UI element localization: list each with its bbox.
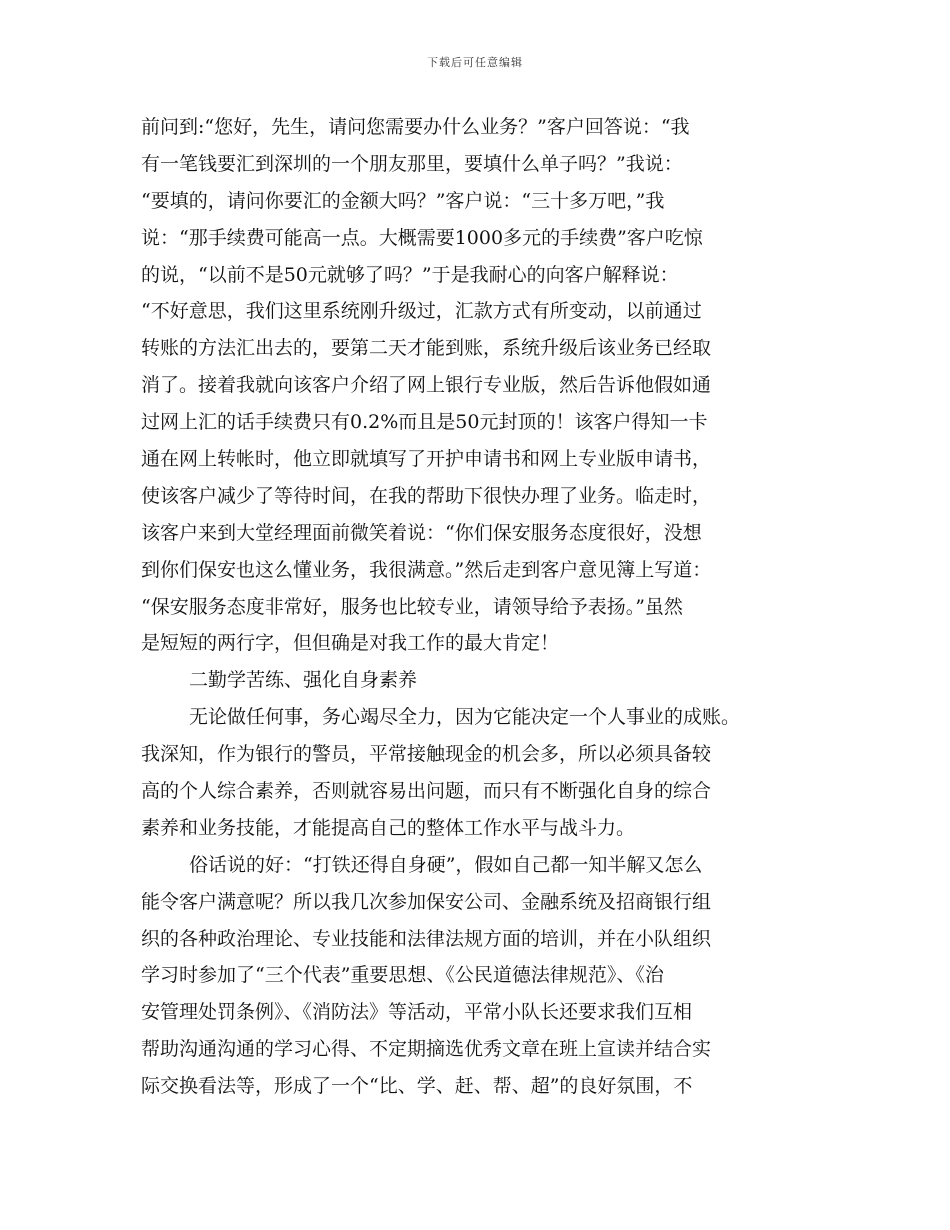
page-header: 下载后可任意编辑 xyxy=(427,56,523,69)
text-line: 高的个人综合素养，否则就容易出问题，而只有不断强化自身的综合 xyxy=(141,780,712,803)
text-line: 我深知，作为银行的警员，平常接触现金的机会多，所以必须具备较 xyxy=(141,743,712,766)
text-line: 际交换看法等，形成了一个“比、学、赶、帮、超”的良好氛围，不 xyxy=(141,1075,693,1098)
text-line: 说：“那手续费可能高一点。大概需要1000多元的手续费”客户吃惊 xyxy=(141,226,703,249)
text-line: 是短短的两行字，但但确是对我工作的最大肯定！ xyxy=(141,632,560,655)
text-line: 俗话说的好：“打铁还得自身硬”，假如自己都一知半解又怎么 xyxy=(189,853,703,876)
text-line: 帮助沟通沟通的学习心得、不定期摘选优秀文章在班上宣读并结合实 xyxy=(141,1038,712,1061)
text-line: 安管理处罚条例》、《消防法》等活动，平常小队长还要求我们互相 xyxy=(141,1001,693,1024)
text-line: 学习时参加了“三个代表”重要思想、《公民道德法律规范》、《治 xyxy=(141,964,664,987)
text-line: 使该客户减少了等待时间，在我的帮助下很快办理了业务。临走时， xyxy=(141,484,712,507)
text-line: “保安服务态度非常好，服务也比较专业，请领导给予表扬。”虽然 xyxy=(141,595,683,618)
text-line: 能令客户满意呢？所以我几次参加保安公司、金融系统及招商银行组 xyxy=(141,890,712,913)
text-line: 转账的方法汇出去的，要第二天才能到账，系统升级后该业务已经取 xyxy=(141,337,712,360)
text-line: 前问到:“您好，先生，请问您需要办什么业务？”客户回答说：“我 xyxy=(141,116,690,138)
text-line: 该客户来到大堂经理面前微笑着说：“你们保安服务态度很好，没想 xyxy=(141,521,702,544)
text-line: 过网上汇的话手续费只有0.2%而且是50元封顶的！该客户得知一卡 xyxy=(141,411,708,434)
text-line: 的说，“以前不是50元就够了吗？”于是我耐心的向客户解释说： xyxy=(141,263,679,286)
text-line: 无论做任何事，务心竭尽全力，因为它能决定一个人事业的成账。 xyxy=(189,706,741,729)
text-line: 有一笔钱要汇到深圳的一个朋友那里，要填什么单子吗？”我说： xyxy=(141,152,683,175)
text-line: 到你们保安也这么懂业务，我很满意。”然后走到客户意见簿上写道： xyxy=(141,558,712,581)
text-line: 织的各种政治理论、专业技能和法律法规方面的培训，并在小队组织 xyxy=(141,927,712,950)
text-line: 通在网上转帐时，他立即就填写了开护申请书和网上专业版申请书， xyxy=(141,448,712,471)
text-line: “要填的，请问你要汇的金额大吗？”客户说：“三十多万吧，”我 xyxy=(141,189,665,212)
text-line: 素养和业务技能，才能提高自己的整体工作水平与战斗力。 xyxy=(141,816,636,839)
document-body xyxy=(141,109,801,1105)
text-line: “不好意思，我们这里系统刚升级过，汇款方式有所变动，以前通过 xyxy=(141,300,702,323)
text-line: 消了。接着我就向该客户介绍了网上银行专业版，然后告诉他假如通 xyxy=(141,374,712,397)
text-line: 二勤学苦练、强化自身素养 xyxy=(189,669,418,692)
